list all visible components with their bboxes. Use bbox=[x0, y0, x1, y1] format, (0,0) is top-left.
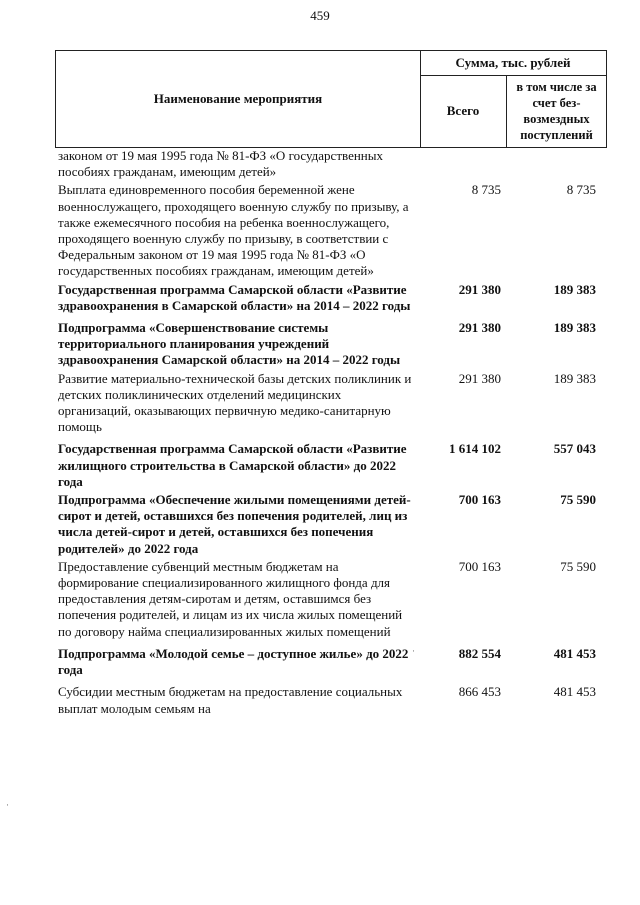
row-total: 291 380 bbox=[458, 320, 501, 336]
table-row bbox=[58, 148, 606, 180]
table-row bbox=[58, 559, 606, 640]
row-name: Предоставление субвенций местным бюджетам на формирование специализированного жилищного фонда для предоставления детям-сиротам и детям, оставшимся без попечения родителей, и лицам из их числа жилых помещений по договору найма специализированных жилых помещений bbox=[58, 558, 403, 639]
row-total: 1 614 102 bbox=[449, 441, 501, 457]
table-body bbox=[58, 148, 606, 719]
row-incl bbox=[507, 148, 606, 180]
row-incl: 189 383 bbox=[553, 370, 596, 386]
row-name: Субсидии местным бюджетам на предоставление социальных выплат молодым семьям на bbox=[58, 684, 403, 716]
row-name: Подпрограмма «Совершенствование системы территориального планирования учреждений здравоохранения Самарской области» на 2014 – 2022 годы bbox=[58, 320, 401, 368]
scan-mark: · bbox=[6, 800, 9, 810]
header-total: Всего bbox=[420, 75, 507, 147]
row-incl: 481 453 bbox=[553, 645, 596, 661]
row-total: 8 735 bbox=[471, 182, 501, 198]
row-name: Выплата единовременного пособия беременной жене военнослужащего, проходящего военную службу по призыву, а также ежемесячного пособия на ребенка военнослужащего, проходящего военную службу по призыву, в соответствии с Федеральным законом от 19 мая 1995 года № 81-ФЗ «О государственных пособиях гражданам, имеющим детей» bbox=[58, 182, 409, 279]
row-total bbox=[412, 148, 507, 180]
row-name: Подпрограмма «Обеспечение жилыми помещениями детей-сирот и детей, оставшихся без попечения родителей, лиц из числа детей-сирот и детей, оставшихся без попечения родителей» до 2022 года bbox=[58, 492, 411, 556]
row-incl: 189 383 bbox=[553, 281, 596, 297]
header-incl-text: в том числе за счет без-возмездных поступлений bbox=[516, 80, 597, 142]
row-incl: 75 590 bbox=[560, 558, 596, 574]
row-total: 291 380 bbox=[458, 281, 501, 297]
row-incl: 481 453 bbox=[553, 684, 596, 700]
row-name: Государственная программа Самарской области «Развитие здравоохранения в Самарской области» на 2014 – 2022 годы bbox=[58, 281, 411, 313]
row-total: 291 380 bbox=[458, 370, 501, 386]
row-total: 882 554 bbox=[458, 645, 501, 661]
table-row bbox=[58, 182, 606, 279]
row-name: законом от 19 мая 1995 года № 81-ФЗ «О государственных пособиях гражданам, имеющим детей» bbox=[58, 148, 383, 180]
row-incl: 8 735 bbox=[566, 182, 596, 198]
scan-mark: · bbox=[412, 646, 415, 656]
row-total: 700 163 bbox=[458, 492, 501, 508]
row-total: 866 453 bbox=[458, 684, 501, 700]
table-row bbox=[58, 320, 606, 369]
table-row bbox=[58, 492, 606, 557]
row-incl: 557 043 bbox=[553, 441, 596, 457]
row-name: Подпрограмма «Молодой семье – доступное жилье» до 2022 года bbox=[58, 645, 409, 678]
header-incl bbox=[507, 75, 606, 147]
table-row bbox=[58, 646, 606, 678]
table-row bbox=[58, 371, 606, 436]
row-total: 700 163 bbox=[458, 558, 501, 574]
row-incl: 189 383 bbox=[553, 320, 596, 336]
table-row bbox=[58, 441, 606, 490]
table-row bbox=[58, 684, 606, 716]
row-name: Развитие материально-технической базы детских поликлиник и детских поликлинических отделений медицинских организаций, оказывающих первичную медико-санитарную помощь bbox=[58, 370, 412, 435]
table-header bbox=[55, 50, 607, 148]
table-row bbox=[58, 282, 606, 314]
row-incl: 75 590 bbox=[560, 492, 596, 508]
page-number: 459 bbox=[310, 8, 330, 23]
row-name: Государственная программа Самарской области «Развитие жилищного строительства в Самарской области» до 2022 года bbox=[58, 441, 407, 489]
header-sum: Сумма, тыс. рублей bbox=[420, 51, 606, 76]
header-name: Наименование мероприятия bbox=[56, 51, 421, 147]
